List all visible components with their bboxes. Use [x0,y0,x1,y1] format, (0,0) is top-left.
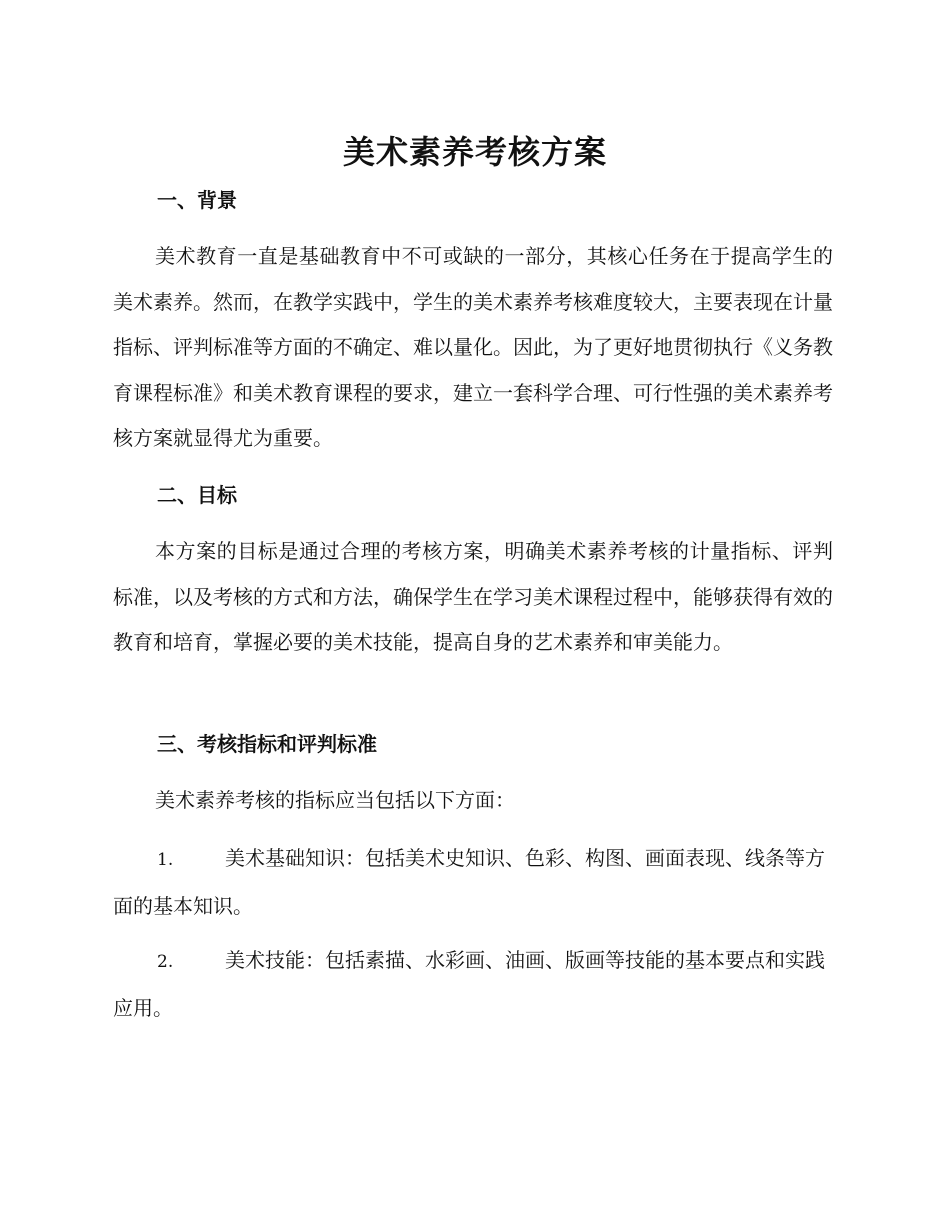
list-item-number: 2. [157,952,174,972]
section-heading-goal: 二、目标 [157,483,237,507]
paragraph-background: 美术教育一直是基础教育中不可或缺的一部分，其核心任务在于提高学生的美术素养。然而，在教学实践中，学生的美术素养考核难度较大，主要表现在计量指标、评判标准等方面的不确定、难以量化。因此，为了更好地贯彻执行《义务教育课程标准》和美术教育课程的要求，建立一套科学合理、可行性强的美术素养考核方案就显得尤为重要。 [113,244,833,450]
paragraph-goal: 本方案的目标是通过合理的考核方案，明确美术素养考核的计量指标、评判标准，以及考核的方式和方法，确保学生在学习美术课程过程中，能够获得有效的教育和培育，掌握必要的美术技能，提高自身的艺术素养和审美能力。 [113,539,833,654]
list-item [113,836,833,929]
list-item [113,938,833,1031]
document-title: 美术素养考核方案 [342,133,607,171]
paragraph-criteria-intro: 美术素养考核的指标应当包括以下方面： [155,788,515,812]
list-item-text: 美术基础知识：包括美术史知识、色彩、构图、画面表现、线条等方面的基本知识。 [113,846,825,918]
section-heading-criteria: 三、考核指标和评判标准 [157,732,377,756]
section-heading-background: 一、背景 [157,188,237,212]
list-item-text: 美术技能：包括素描、水彩画、油画、版画等技能的基本要点和实践应用。 [113,948,825,1020]
list-item-number: 1. [157,850,174,870]
